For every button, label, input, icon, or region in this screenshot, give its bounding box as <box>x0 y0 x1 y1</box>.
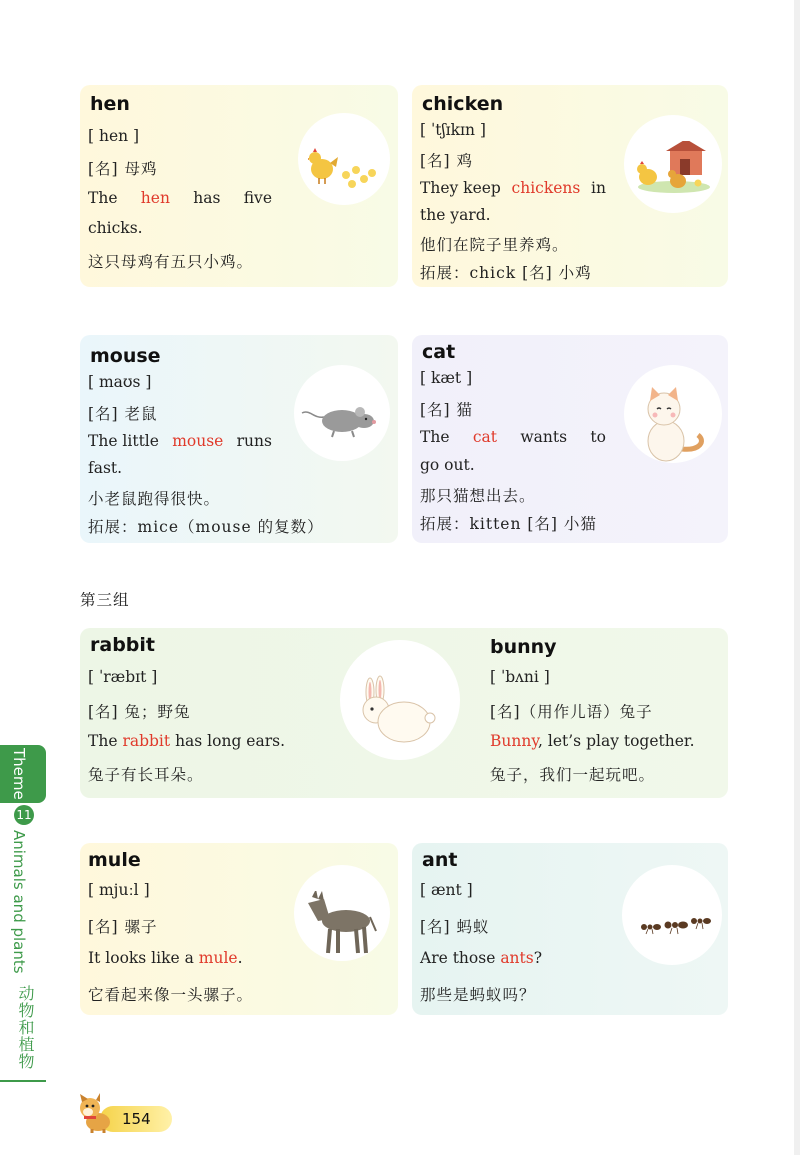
part-of-speech: [名] 鸡 <box>420 152 474 170</box>
example-sentence <box>88 949 243 967</box>
phonetic: [ ænt ] <box>420 881 473 899</box>
example-continuation: fast. <box>88 459 123 477</box>
part-of-speech: [名]（用作儿语）兔子 <box>490 703 653 721</box>
example-text: wants <box>520 428 568 446</box>
highlighted-word: mouse <box>172 432 224 450</box>
phonetic: [ mjuːl ] <box>88 881 150 899</box>
example-text: has long ears. <box>175 732 285 750</box>
part-of-speech: [名] 老鼠 <box>88 405 158 423</box>
theme-number-badge: 11 <box>14 805 34 825</box>
example-text: The little <box>88 432 159 450</box>
chinese-translation: 小老鼠跑得很快。 <box>88 490 221 508</box>
headword: bunny <box>490 636 557 658</box>
extension-note: 拓展：kitten [名] 小猫 <box>420 515 597 533</box>
example-text: Are those <box>420 949 496 967</box>
example-text: It looks like a <box>88 949 194 967</box>
part-of-speech: [名] 蚂蚁 <box>420 918 490 936</box>
highlighted-word: hen <box>140 189 170 207</box>
theme-topic-cn: 动物和植物 <box>16 985 35 1070</box>
card-rabbit-bunny <box>80 628 728 798</box>
example-text: They keep <box>420 179 501 197</box>
example-text: ? <box>533 949 543 967</box>
chinese-translation: 兔子有长耳朵。 <box>88 766 204 784</box>
example-sentence <box>420 428 606 446</box>
section-title: 第三组 <box>80 591 130 609</box>
chinese-translation: 这只母鸡有五只小鸡。 <box>88 253 254 271</box>
part-of-speech: [名] 母鸡 <box>88 160 158 178</box>
chinese-translation: 那只猫想出去。 <box>420 487 536 505</box>
highlighted-word: ants <box>500 949 534 967</box>
highlighted-word: Bunny <box>490 732 539 750</box>
hen-illustration <box>308 143 388 195</box>
example-text: , let’s play together. <box>538 732 695 750</box>
example-continuation: the yard. <box>420 206 491 224</box>
card-mule <box>80 843 398 1015</box>
highlighted-word: rabbit <box>122 732 171 750</box>
mouse-illustration <box>300 401 380 441</box>
extension-note: 拓展：chick [名] 小鸡 <box>420 264 592 282</box>
headword: chicken <box>422 93 504 115</box>
chinese-translation: 它看起来像一头骡子。 <box>88 986 254 1004</box>
phonetic: [ ˈtʃɪkɪn ] <box>420 121 486 139</box>
theme-topic-en: Animals and plants <box>10 830 28 974</box>
example-text: The <box>420 428 450 446</box>
highlighted-word: mule <box>198 949 238 967</box>
theme-label: Theme <box>10 748 28 800</box>
example-sentence <box>88 732 285 750</box>
phonetic: [ hen ] <box>88 127 140 145</box>
phonetic: [ ˈbʌni ] <box>490 668 550 686</box>
example-text: five <box>243 189 272 207</box>
example-text: The <box>88 189 118 207</box>
ant-illustration <box>638 911 714 937</box>
rabbit-illustration <box>356 674 438 752</box>
headword: cat <box>422 341 456 363</box>
highlighted-word: chickens <box>511 179 581 197</box>
phonetic: [ kæt ] <box>420 369 473 387</box>
example-sentence <box>420 179 606 197</box>
phonetic: [ maʊs ] <box>88 373 152 391</box>
part-of-speech: [名] 兔；野兔 <box>88 703 191 721</box>
chinese-translation: 他们在院子里养鸡。 <box>420 236 569 254</box>
example-text: . <box>237 949 243 967</box>
example-sentence <box>88 189 272 207</box>
card-chicken <box>412 85 728 287</box>
extension-note: 拓展：mice（mouse 的复数） <box>88 518 324 536</box>
headword: ant <box>422 849 458 871</box>
card-cat <box>412 335 728 543</box>
example-sentence <box>490 732 695 750</box>
side-divider <box>0 1080 46 1082</box>
cat-illustration <box>636 385 710 465</box>
dog-icon <box>76 1092 116 1134</box>
example-text: has <box>193 189 221 207</box>
example-continuation: chicks. <box>88 219 143 237</box>
phonetic: [ ˈræbɪt ] <box>88 668 158 686</box>
card-hen <box>80 85 398 287</box>
example-text: in <box>591 179 606 197</box>
chinese-translation: 兔子，我们一起玩吧。 <box>490 766 656 784</box>
chicken-illustration <box>634 141 714 197</box>
headword: rabbit <box>90 634 155 656</box>
page-number: 154 <box>122 1110 151 1128</box>
headword: hen <box>90 93 130 115</box>
example-text: runs <box>236 432 272 450</box>
example-text: to <box>590 428 606 446</box>
mule-illustration <box>304 891 378 955</box>
highlighted-word: cat <box>472 428 498 446</box>
part-of-speech: [名] 猫 <box>420 401 474 419</box>
headword: mouse <box>90 345 161 367</box>
example-text: The <box>88 732 118 750</box>
example-sentence <box>420 949 542 967</box>
card-mouse <box>80 335 398 543</box>
part-of-speech: [名] 骡子 <box>88 918 158 936</box>
example-continuation: go out. <box>420 456 475 474</box>
page-edge <box>794 0 800 1155</box>
headword: mule <box>88 849 141 871</box>
chinese-translation: 那些是蚂蚁吗？ <box>420 986 536 1004</box>
card-ant <box>412 843 728 1015</box>
example-sentence <box>88 432 272 450</box>
